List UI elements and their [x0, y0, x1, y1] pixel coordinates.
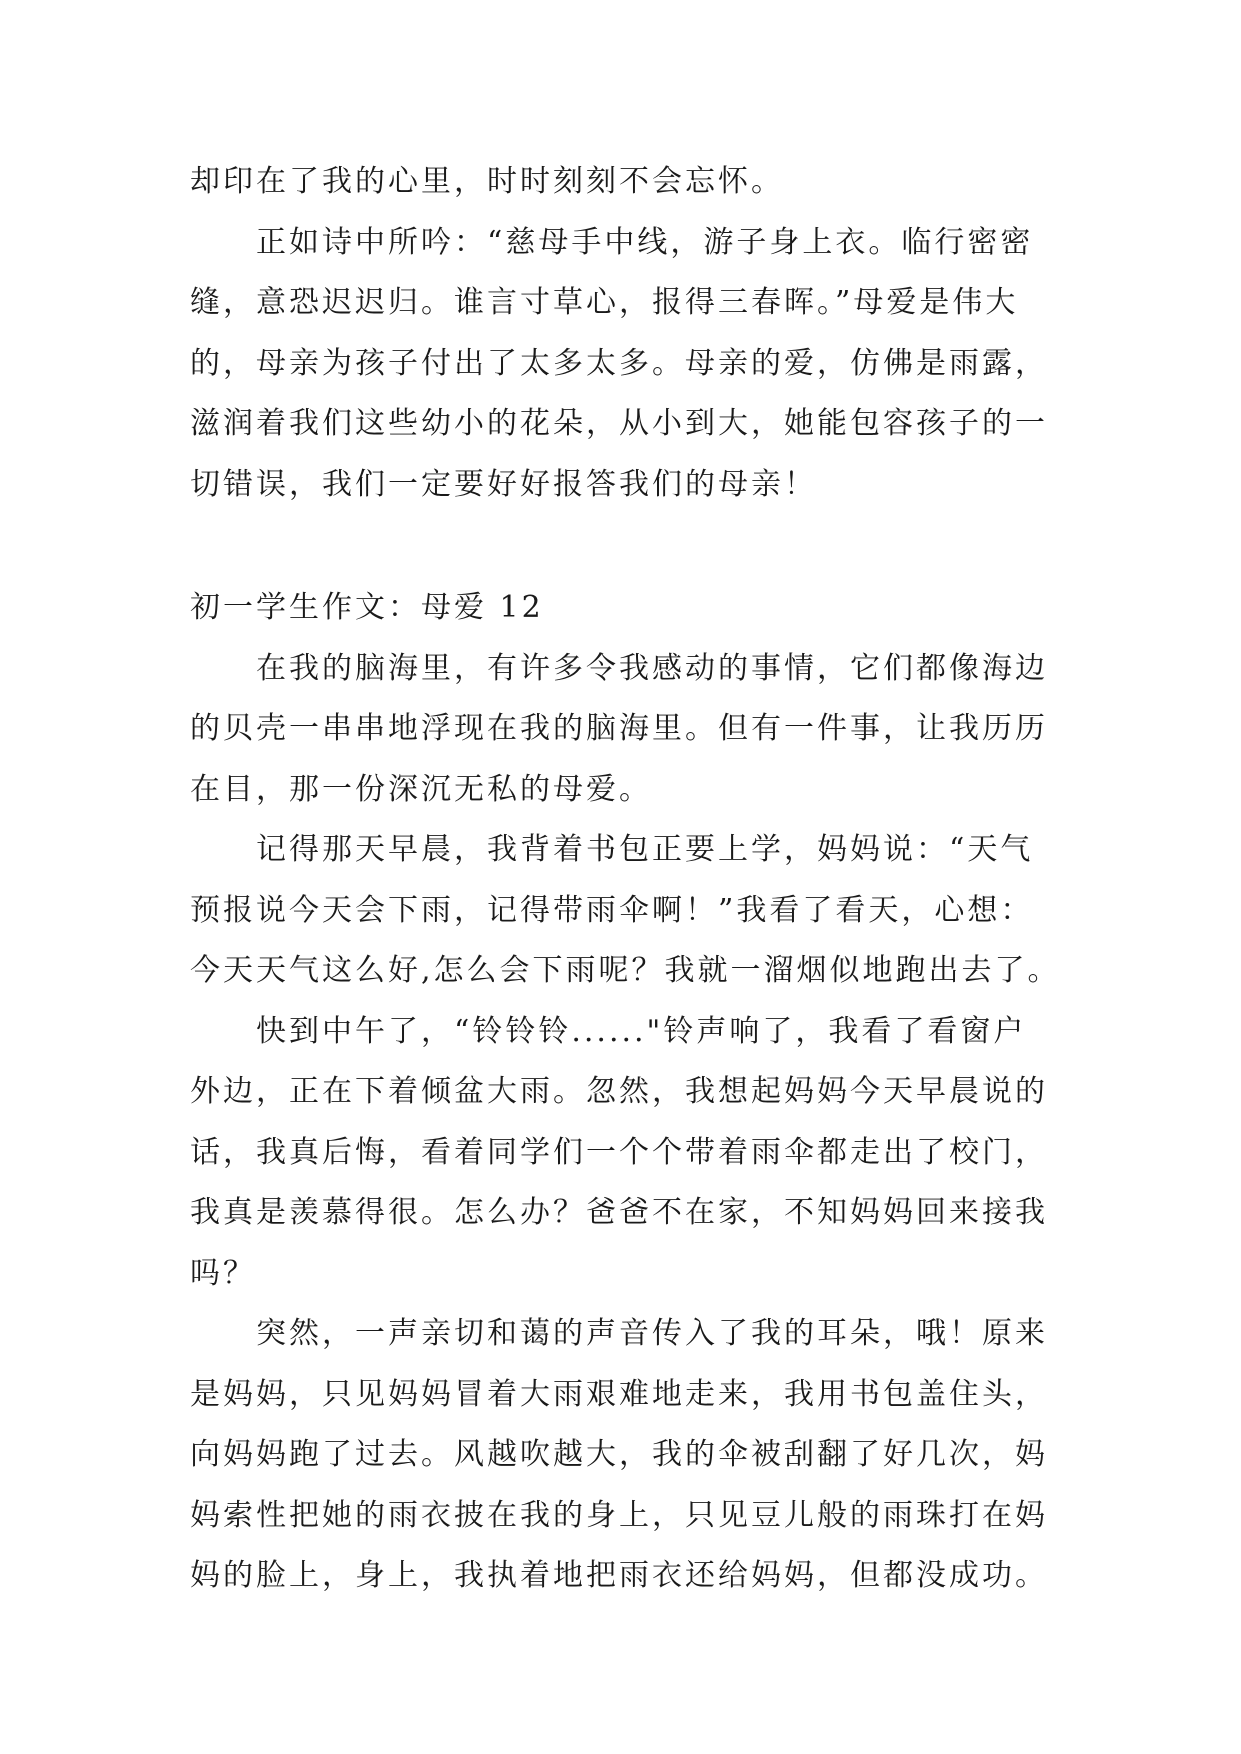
paragraph-noon	[190, 1002, 1070, 1305]
text-line: 切错误，我们一定要好好报答我们的母亲！	[190, 466, 817, 502]
document-body	[190, 152, 1070, 1607]
text-line: 突然，一声亲切和蔼的声音传入了我的耳朵，哦！原来	[256, 1316, 1048, 1351]
text-line: 快到中午了，“铃铃铃......"铃声响了，我看了看窗户	[256, 1013, 1027, 1049]
poem-paragraph	[190, 213, 1070, 516]
text-line: 正如诗中所吟：“慈母手中线，游子身上衣。临行密密	[256, 224, 1034, 260]
text-line: 预报说今天会下雨，记得带雨伞啊！”我看了看天，心想：	[190, 892, 1034, 928]
paragraph-rescue	[190, 1304, 1070, 1607]
text-line: 是妈妈，只见妈妈冒着大雨艰难地走来，我用书包盖住头，	[190, 1376, 1048, 1412]
text-line: 外边，正在下着倾盆大雨。忽然，我想起妈妈今天早晨说的	[190, 1074, 1048, 1109]
text-line: 在我的脑海里，有许多令我感动的事情，它们都像海边	[256, 650, 1048, 686]
essay-title: 初一学生作文：母爱 12	[190, 590, 544, 625]
text-line: 妈的脸上，身上，我执着地把雨衣还给妈妈，但都没成功。	[190, 1558, 1048, 1593]
paragraph-memory	[190, 639, 1070, 821]
text-line: 妈索性把她的雨衣披在我的身上，只见豆儿般的雨珠打在妈	[190, 1497, 1048, 1533]
text-line: 却印在了我的心里，时时刻刻不会忘怀。	[190, 164, 784, 199]
paragraph-morning	[190, 820, 1070, 1002]
text-line: 我真是羡慕得很。怎么办？爸爸不在家，不知妈妈回来接我	[190, 1195, 1048, 1230]
text-line: 滋润着我们这些幼小的花朵，从小到大，她能包容孩子的一	[190, 406, 1048, 441]
text-line: 吗？	[190, 1255, 256, 1291]
text-line: 向妈妈跑了过去。风越吹越大，我的伞被刮翻了好几次，妈	[190, 1437, 1048, 1472]
text-line: 话，我真后悔，看着同学们一个个带着雨伞都走出了校门，	[190, 1134, 1048, 1170]
text-line: 的贝壳一串串地浮现在我的脑海里。但有一件事，让我历历	[190, 711, 1048, 746]
text-line: 记得那天早晨，我背着书包正要上学，妈妈说：“天气	[256, 832, 1034, 867]
text-line: 今天天气这么好,怎么会下雨呢？我就一溜烟似地跑出去了。	[190, 953, 1061, 988]
text-line: 在目，那一份深沉无私的母爱。	[190, 771, 652, 807]
continuation-paragraph	[190, 152, 1070, 213]
text-line: 的，母亲为孩子付出了太多太多。母亲的爱，仿佛是雨露，	[190, 345, 1048, 381]
text-line: 缝，意恐迟迟归。谁言寸草心，报得三春晖。”母爱是伟大	[190, 285, 1019, 320]
